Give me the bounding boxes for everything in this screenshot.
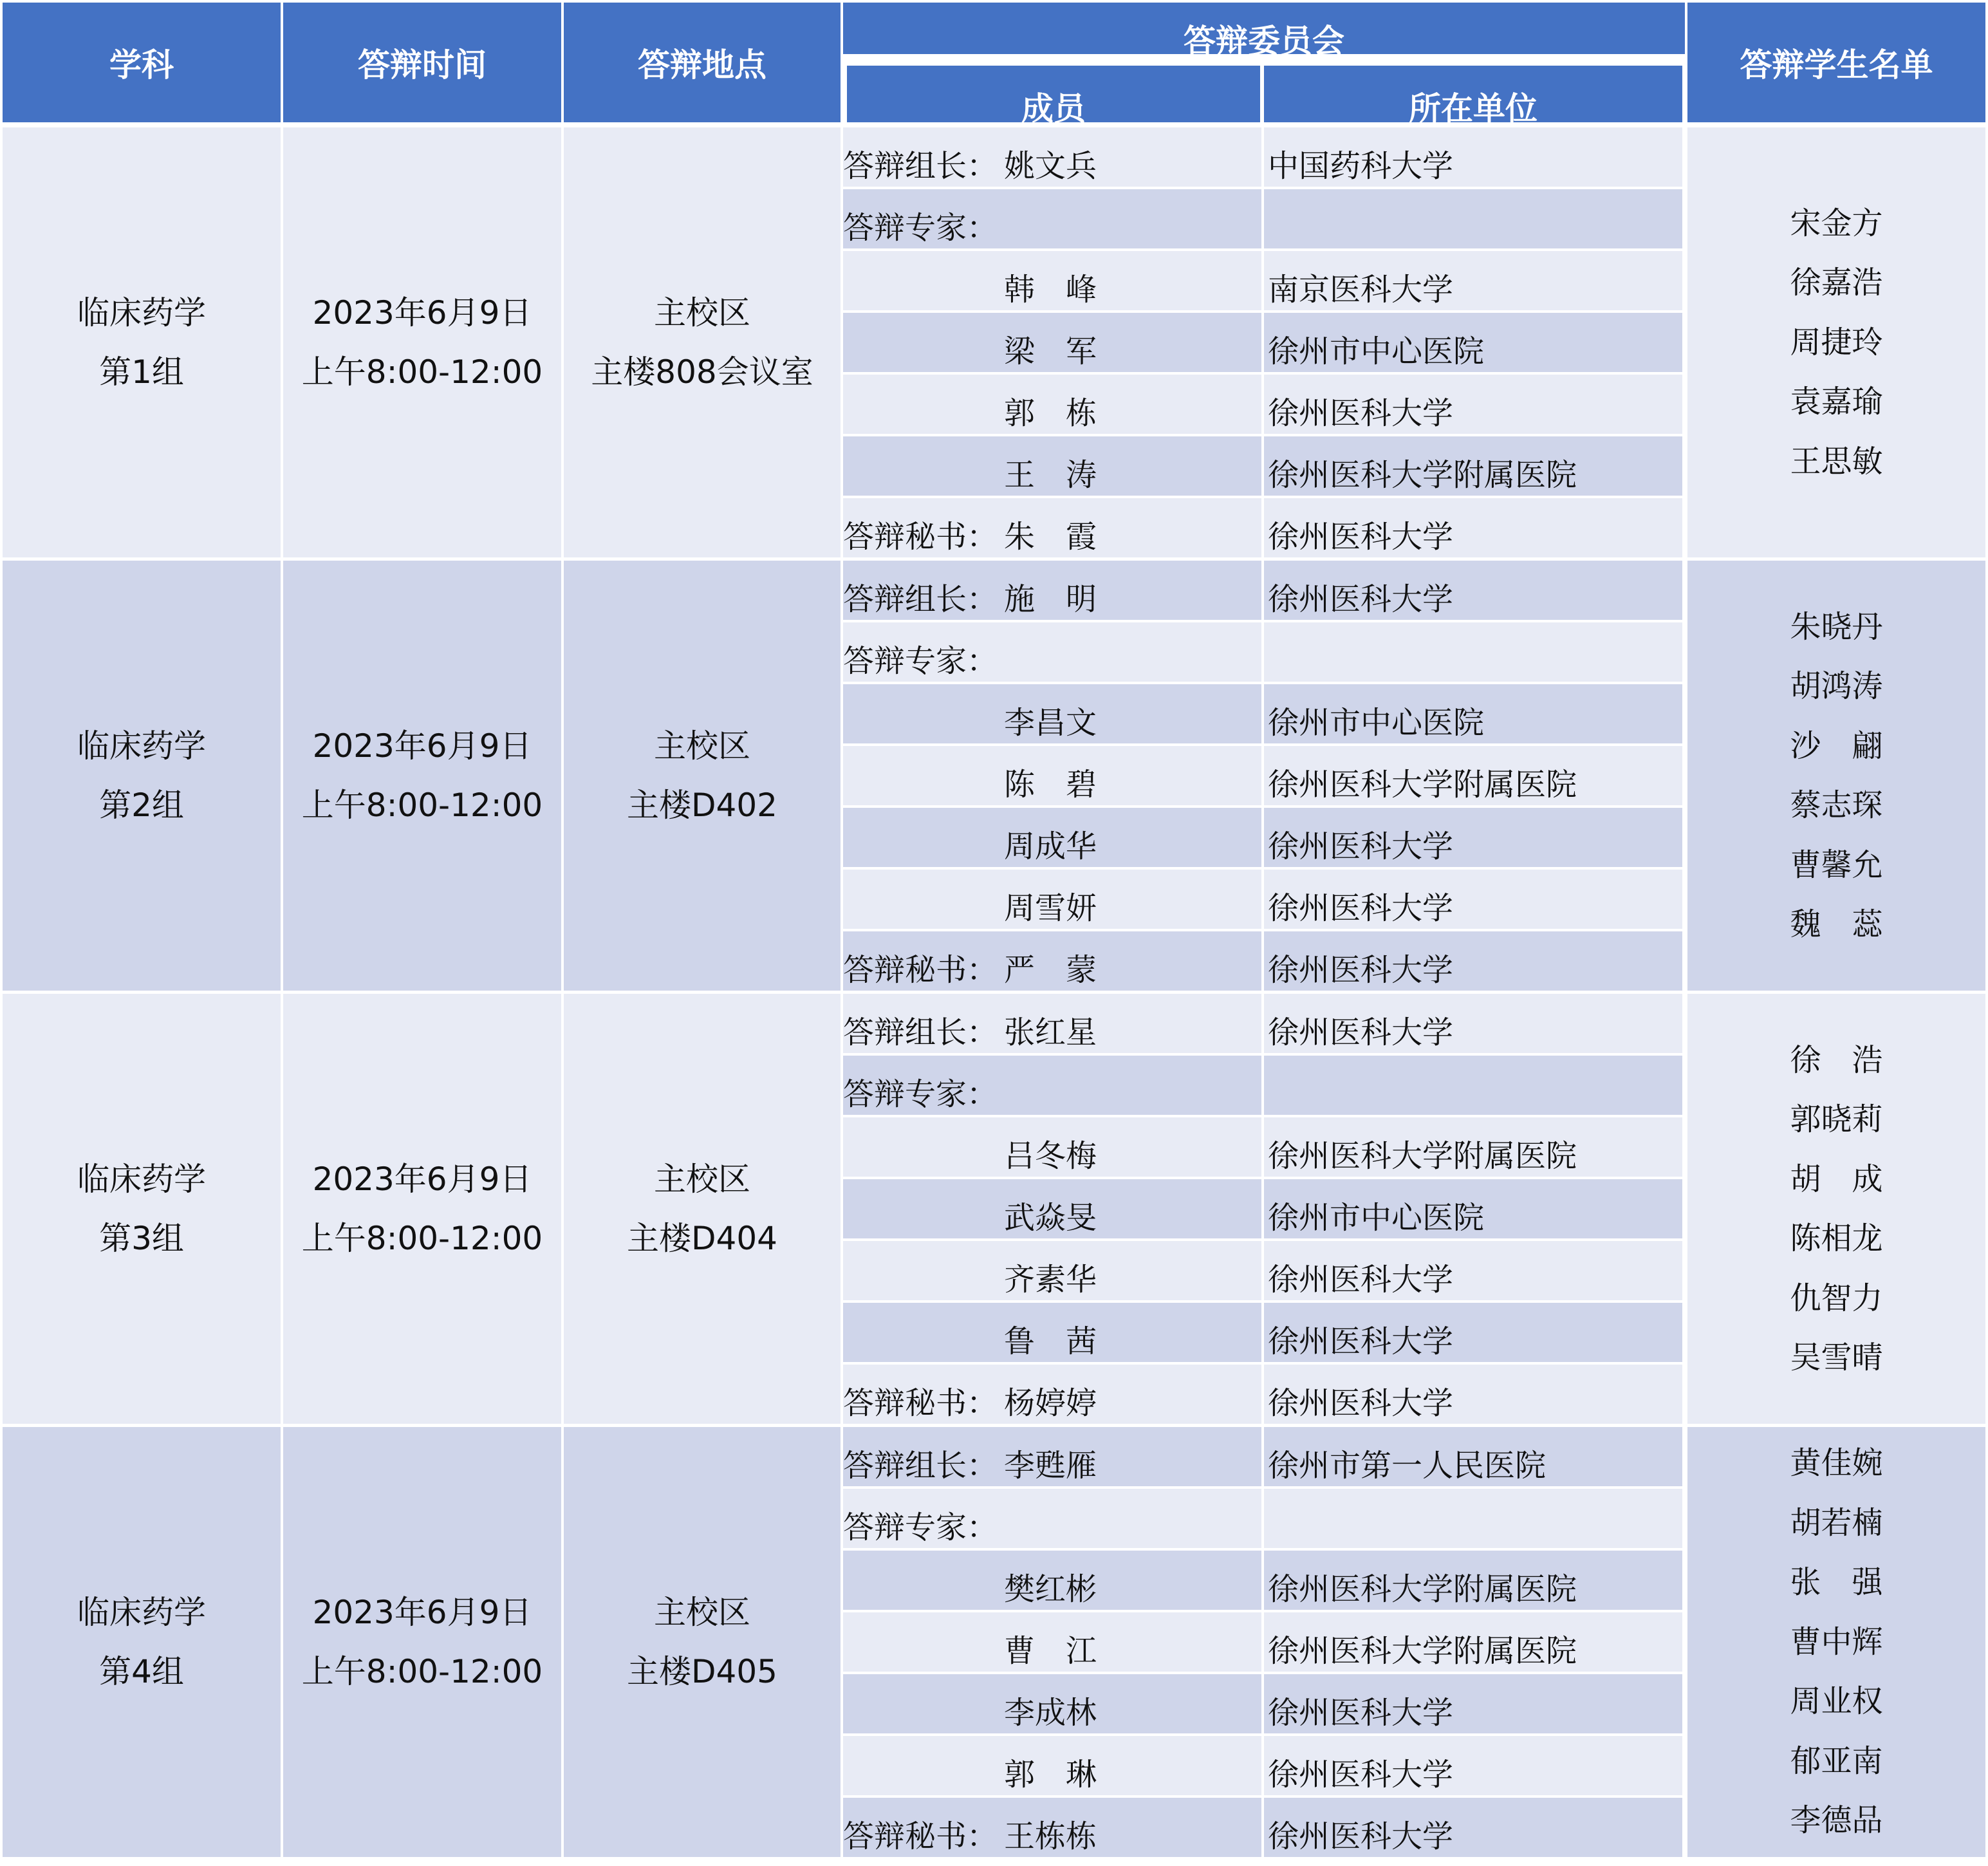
member-cell bbox=[843, 1736, 1261, 1795]
unit-cell bbox=[1264, 1056, 1682, 1115]
defense-date: 2023年6月9日 bbox=[312, 1161, 532, 1198]
student-name: 张 强 bbox=[1790, 1564, 1883, 1601]
unit-cell: 徐州医科大学 bbox=[1264, 1241, 1682, 1300]
member-cell bbox=[843, 189, 1261, 248]
member-name: 梁 军 bbox=[1004, 333, 1097, 369]
location-cell bbox=[564, 994, 841, 1424]
member-name: 陈 碧 bbox=[1004, 767, 1097, 803]
time-cell bbox=[283, 561, 561, 991]
unit-cell: 徐州医科大学附属医院 bbox=[1264, 746, 1682, 805]
member-name: 周成华 bbox=[1004, 828, 1097, 864]
group-label: 第3组 bbox=[99, 1220, 184, 1257]
student-name: 朱晓丹 bbox=[1790, 608, 1883, 645]
member-role: 答辩秘书： bbox=[843, 952, 998, 988]
header-students: 答辩学生名单 bbox=[1687, 3, 1985, 122]
member-cell bbox=[843, 313, 1261, 372]
student-name: 胡若楠 bbox=[1790, 1504, 1883, 1541]
student-name: 王思敏 bbox=[1790, 443, 1883, 480]
location-cell bbox=[564, 127, 841, 557]
member-role: 答辩专家： bbox=[843, 1509, 998, 1545]
member-cell bbox=[843, 561, 1261, 620]
student-name: 蔡志琛 bbox=[1790, 787, 1883, 823]
member-cell bbox=[843, 251, 1261, 310]
students-cell bbox=[1687, 561, 1985, 991]
unit-cell: 徐州医科大学 bbox=[1264, 1303, 1682, 1362]
unit-cell: 徐州医科大学 bbox=[1264, 1736, 1682, 1795]
campus-name: 主校区 bbox=[654, 1594, 750, 1631]
member-name: 杨婷婷 bbox=[1004, 1385, 1097, 1421]
member-name: 姚文兵 bbox=[1004, 148, 1097, 184]
subject-cell bbox=[3, 994, 281, 1424]
unit-cell: 徐州市中心医院 bbox=[1264, 684, 1682, 743]
students-cell bbox=[1687, 994, 1985, 1424]
student-name: 周业权 bbox=[1790, 1683, 1883, 1720]
member-cell bbox=[843, 1674, 1261, 1733]
defense-date: 2023年6月9日 bbox=[312, 727, 532, 765]
group-label: 第4组 bbox=[99, 1653, 184, 1690]
member-cell bbox=[843, 436, 1261, 496]
unit-cell: 徐州医科大学附属医院 bbox=[1264, 1612, 1682, 1672]
member-role: 答辩组长： bbox=[843, 148, 998, 184]
member-cell bbox=[843, 375, 1261, 434]
campus-name: 主校区 bbox=[654, 294, 750, 331]
defense-time: 上午8:00-12:00 bbox=[301, 1220, 543, 1257]
header-member: 成员 bbox=[847, 66, 1260, 122]
group-label: 第1组 bbox=[99, 353, 184, 391]
member-role: 答辩组长： bbox=[843, 1014, 998, 1050]
member-name: 吕冬梅 bbox=[1004, 1138, 1097, 1174]
unit-cell: 徐州医科大学 bbox=[1264, 561, 1682, 620]
member-name: 武焱旻 bbox=[1004, 1200, 1097, 1236]
defense-time: 上午8:00-12:00 bbox=[301, 353, 543, 391]
unit-cell: 徐州市中心医院 bbox=[1264, 1179, 1682, 1238]
unit-cell: 徐州医科大学 bbox=[1264, 1674, 1682, 1733]
subject-name: 临床药学 bbox=[77, 294, 206, 331]
unit-cell bbox=[1264, 189, 1682, 248]
member-cell bbox=[843, 1365, 1261, 1424]
member-cell bbox=[843, 1056, 1261, 1115]
member-role: 答辩秘书： bbox=[843, 1818, 998, 1854]
member-cell bbox=[843, 684, 1261, 743]
member-name: 施 明 bbox=[1004, 581, 1097, 617]
student-name: 吴雪晴 bbox=[1790, 1339, 1883, 1376]
unit-cell: 徐州医科大学 bbox=[1264, 498, 1682, 557]
defense-time: 上午8:00-12:00 bbox=[301, 1653, 543, 1690]
member-name: 鲁 茜 bbox=[1004, 1323, 1097, 1359]
member-name: 李昌文 bbox=[1004, 705, 1097, 741]
defense-date: 2023年6月9日 bbox=[312, 1594, 532, 1631]
student-name: 徐 浩 bbox=[1790, 1041, 1883, 1078]
header-location: 答辩地点 bbox=[564, 3, 841, 122]
unit-cell: 徐州医科大学 bbox=[1264, 870, 1682, 929]
member-name: 李甦雁 bbox=[1004, 1448, 1097, 1484]
location-cell bbox=[564, 561, 841, 991]
subject-cell bbox=[3, 1427, 281, 1857]
member-cell bbox=[843, 1798, 1261, 1857]
header-subject: 学科 bbox=[3, 3, 281, 122]
student-name: 沙 翩 bbox=[1790, 727, 1883, 764]
student-name: 袁嘉瑜 bbox=[1790, 384, 1883, 420]
student-name: 曹中辉 bbox=[1790, 1623, 1883, 1660]
unit-cell: 南京医科大学 bbox=[1264, 251, 1682, 310]
subject-cell bbox=[3, 127, 281, 557]
member-cell bbox=[843, 1427, 1261, 1486]
student-name: 宋金方 bbox=[1790, 205, 1883, 241]
header-unit: 所在单位 bbox=[1264, 66, 1682, 122]
student-name: 曹馨允 bbox=[1790, 846, 1883, 883]
defense-date: 2023年6月9日 bbox=[312, 294, 532, 331]
student-name: 胡 成 bbox=[1790, 1161, 1883, 1197]
room-name: 主楼808会议室 bbox=[591, 353, 813, 391]
member-role: 答辩秘书： bbox=[843, 1385, 998, 1421]
member-name: 李成林 bbox=[1004, 1695, 1097, 1731]
member-cell bbox=[843, 994, 1261, 1053]
member-name: 曹 江 bbox=[1004, 1633, 1097, 1669]
student-name: 胡鸿涛 bbox=[1790, 668, 1883, 704]
member-role: 答辩秘书： bbox=[843, 519, 998, 555]
member-cell bbox=[843, 622, 1261, 682]
campus-name: 主校区 bbox=[654, 1161, 750, 1198]
student-name: 周捷玲 bbox=[1790, 324, 1883, 360]
unit-cell: 徐州市中心医院 bbox=[1264, 313, 1682, 372]
unit-cell: 徐州医科大学附属医院 bbox=[1264, 1551, 1682, 1610]
member-cell bbox=[843, 498, 1261, 557]
member-name: 樊红彬 bbox=[1004, 1571, 1097, 1607]
header-time: 答辩时间 bbox=[283, 3, 561, 122]
member-role: 答辩组长： bbox=[843, 581, 998, 617]
unit-cell: 徐州医科大学 bbox=[1264, 375, 1682, 434]
member-name: 朱 霞 bbox=[1004, 519, 1097, 555]
member-cell bbox=[843, 1489, 1261, 1548]
unit-cell: 徐州医科大学 bbox=[1264, 931, 1682, 991]
unit-cell: 徐州医科大学 bbox=[1264, 994, 1682, 1053]
member-name: 郭 栋 bbox=[1004, 395, 1097, 431]
member-role: 答辩专家： bbox=[843, 643, 998, 679]
header-committee: 答辩委员会 bbox=[843, 3, 1685, 54]
member-cell bbox=[843, 1179, 1261, 1238]
student-name: 郭晓莉 bbox=[1790, 1101, 1883, 1137]
room-name: 主楼D404 bbox=[627, 1220, 777, 1257]
member-name: 严 蒙 bbox=[1004, 952, 1097, 988]
member-cell bbox=[843, 870, 1261, 929]
unit-cell: 徐州医科大学附属医院 bbox=[1264, 436, 1682, 496]
member-name: 王栋栋 bbox=[1004, 1818, 1097, 1854]
unit-cell: 徐州医科大学 bbox=[1264, 1365, 1682, 1424]
students-cell bbox=[1687, 1427, 1985, 1857]
student-name: 陈相龙 bbox=[1790, 1220, 1883, 1256]
unit-cell: 徐州医科大学附属医院 bbox=[1264, 1117, 1682, 1177]
student-name: 徐嘉浩 bbox=[1790, 265, 1883, 301]
student-name: 魏 蕊 bbox=[1790, 906, 1883, 942]
member-name: 韩 峰 bbox=[1004, 272, 1097, 308]
member-cell bbox=[843, 127, 1261, 187]
member-cell bbox=[843, 1117, 1261, 1177]
unit-cell: 中国药科大学 bbox=[1264, 127, 1682, 187]
unit-cell bbox=[1264, 1489, 1682, 1548]
member-name: 周雪妍 bbox=[1004, 890, 1097, 926]
member-cell bbox=[843, 746, 1261, 805]
student-name: 仇智力 bbox=[1790, 1280, 1883, 1316]
time-cell bbox=[283, 127, 561, 557]
unit-cell bbox=[1264, 622, 1682, 682]
member-cell bbox=[843, 808, 1261, 867]
member-name: 王 涛 bbox=[1004, 457, 1097, 493]
time-cell bbox=[283, 1427, 561, 1857]
member-name: 齐素华 bbox=[1004, 1262, 1097, 1298]
member-name: 郭 琳 bbox=[1004, 1757, 1097, 1793]
member-role: 答辩组长： bbox=[843, 1448, 998, 1484]
member-cell bbox=[843, 1303, 1261, 1362]
students-cell bbox=[1687, 127, 1985, 557]
member-cell bbox=[843, 1612, 1261, 1672]
subject-name: 临床药学 bbox=[77, 1161, 206, 1198]
member-name: 张红星 bbox=[1004, 1014, 1097, 1050]
member-cell bbox=[843, 931, 1261, 991]
unit-cell: 徐州市第一人民医院 bbox=[1264, 1427, 1682, 1486]
member-cell bbox=[843, 1241, 1261, 1300]
unit-cell: 徐州医科大学 bbox=[1264, 808, 1682, 867]
member-cell bbox=[843, 1551, 1261, 1610]
member-role: 答辩专家： bbox=[843, 1076, 998, 1112]
room-name: 主楼D402 bbox=[627, 787, 777, 824]
subject-name: 临床药学 bbox=[77, 727, 206, 765]
member-role: 答辩专家： bbox=[843, 210, 998, 246]
subject-name: 临床药学 bbox=[77, 1594, 206, 1631]
subject-cell bbox=[3, 561, 281, 991]
student-name: 李德品 bbox=[1790, 1802, 1883, 1839]
student-name: 黄佳婉 bbox=[1790, 1445, 1883, 1482]
campus-name: 主校区 bbox=[654, 727, 750, 765]
group-label: 第2组 bbox=[99, 787, 184, 824]
time-cell bbox=[283, 994, 561, 1424]
room-name: 主楼D405 bbox=[627, 1653, 777, 1690]
student-name: 郁亚南 bbox=[1790, 1742, 1883, 1779]
defense-time: 上午8:00-12:00 bbox=[301, 787, 543, 824]
location-cell bbox=[564, 1427, 841, 1857]
unit-cell: 徐州医科大学 bbox=[1264, 1798, 1682, 1857]
